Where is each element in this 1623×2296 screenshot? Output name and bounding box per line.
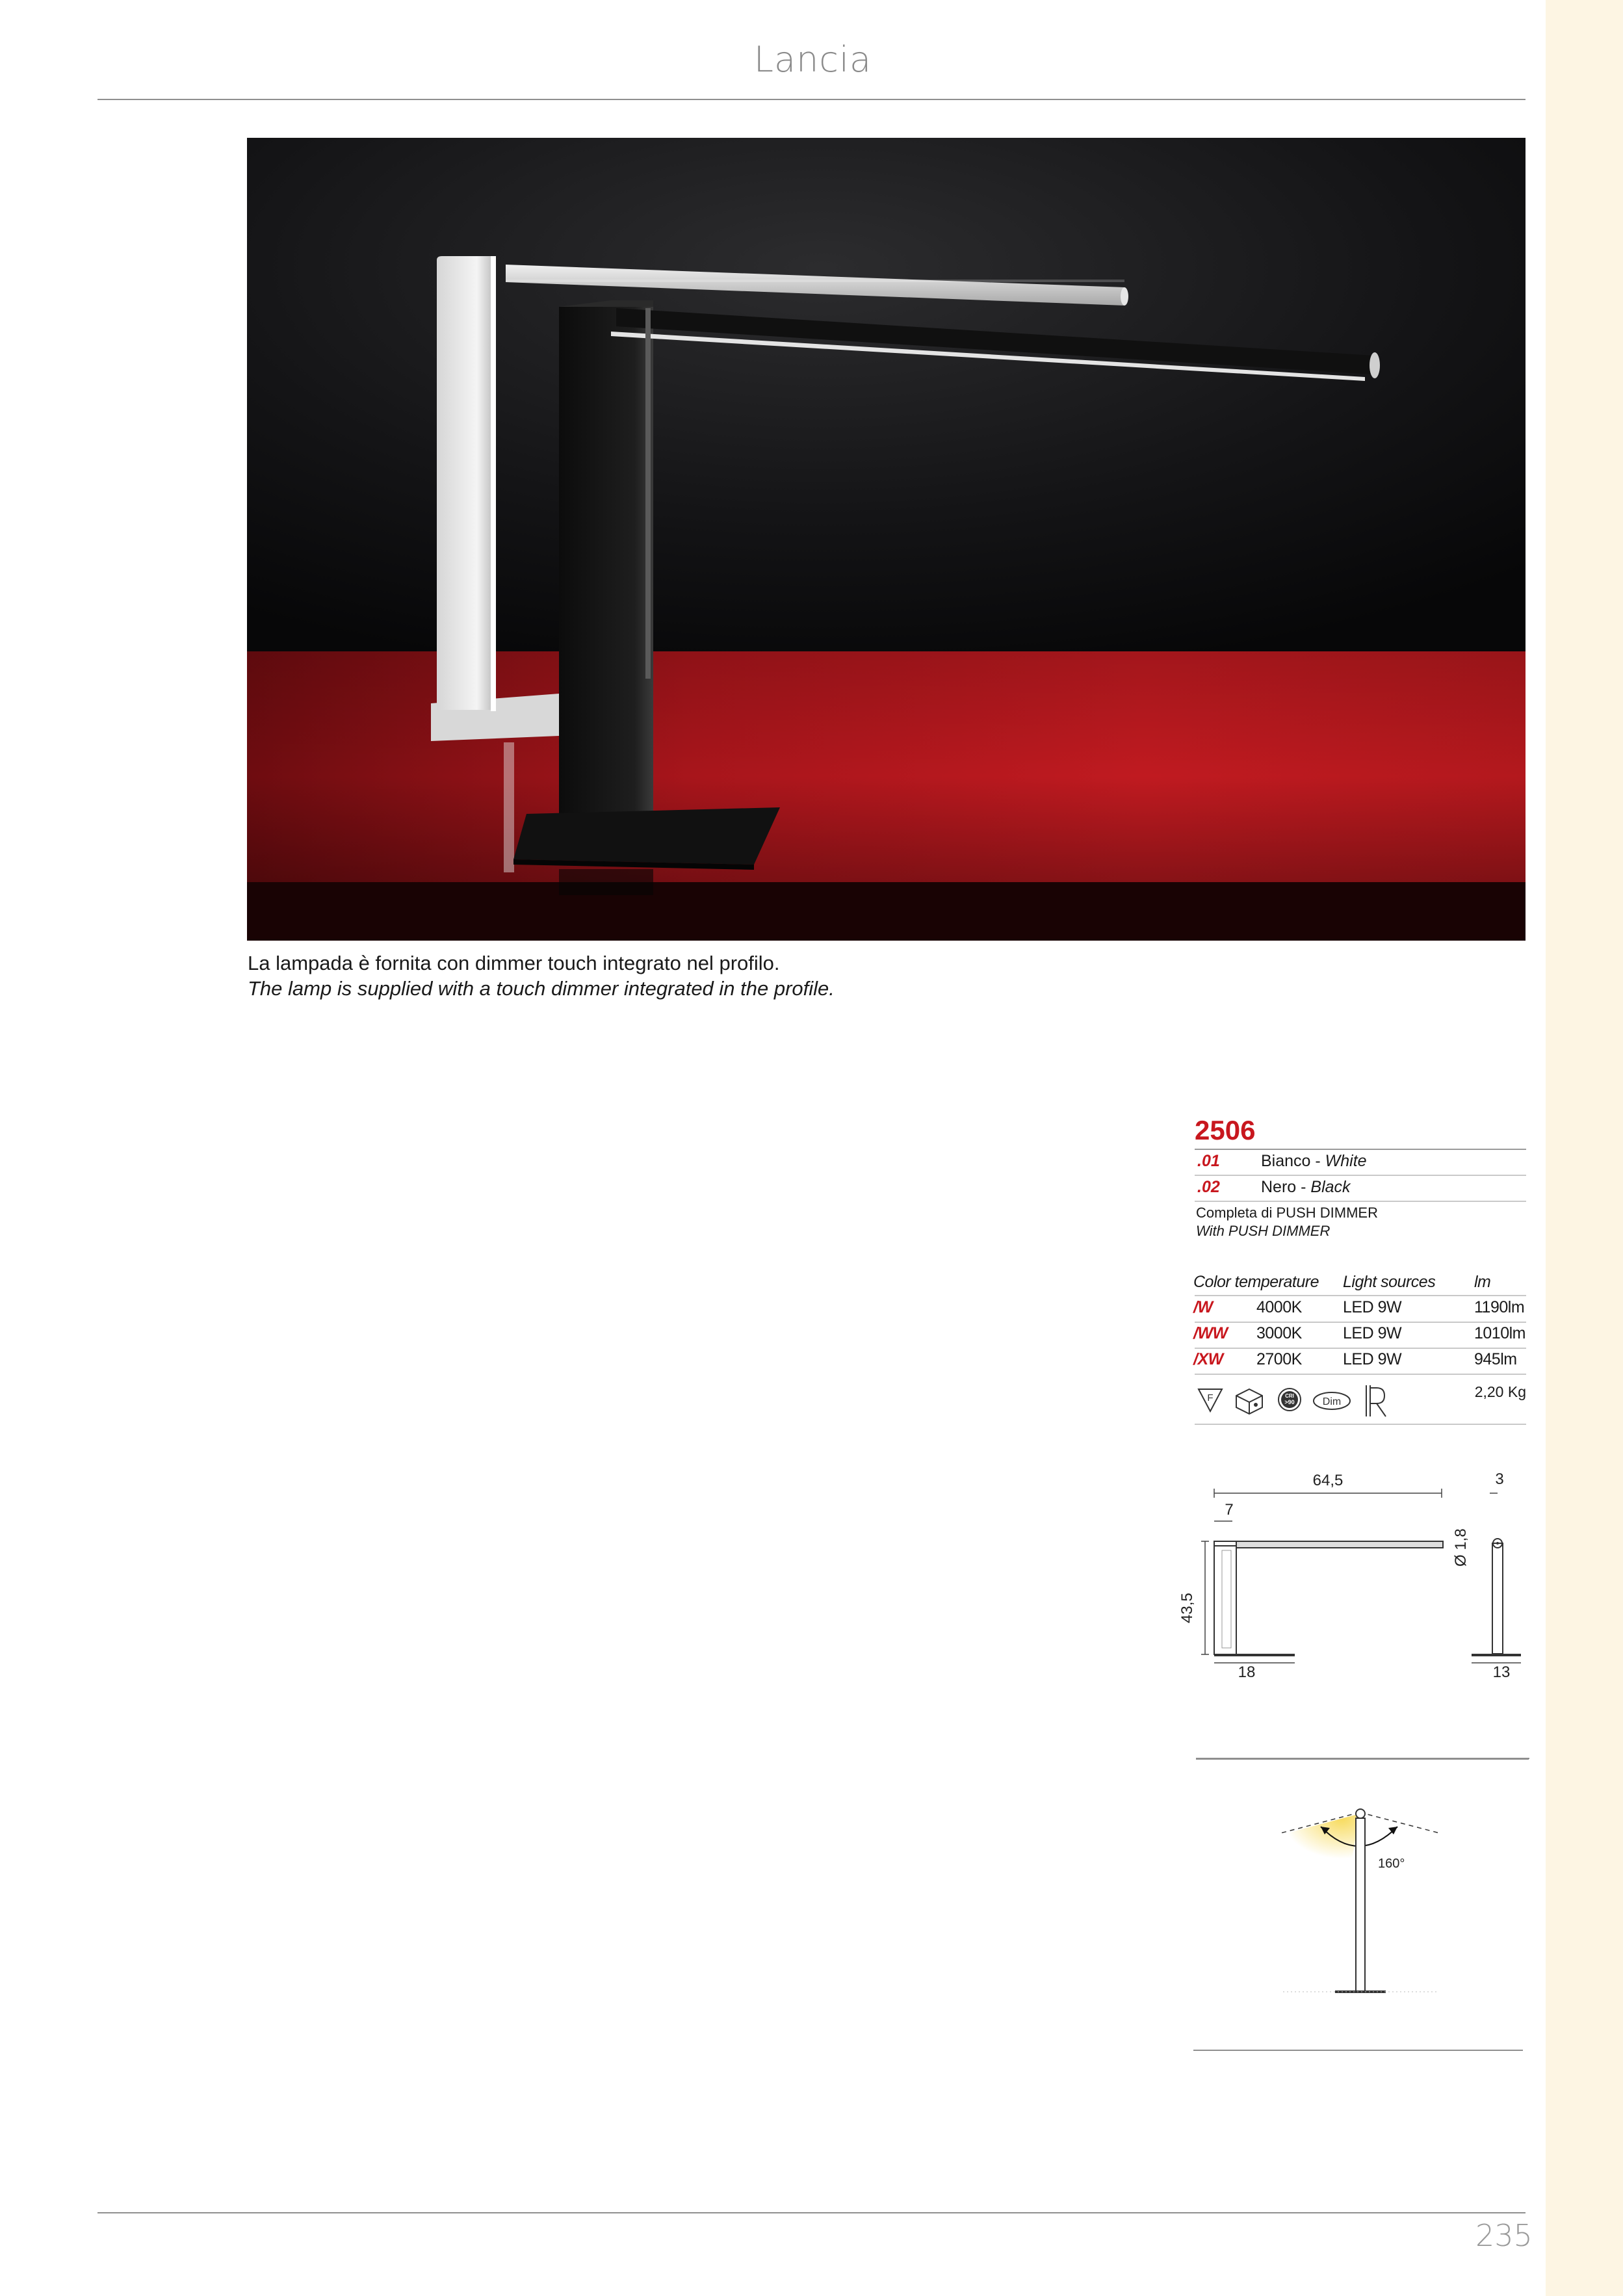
spec-rule <box>1195 1175 1526 1176</box>
beam-angle-drawing <box>1274 1794 1443 2002</box>
certification-icons <box>1195 1383 1409 1422</box>
column-header-source: Light sources <box>1343 1273 1436 1291</box>
table-cell-temp: 2700K <box>1256 1350 1302 1368</box>
variant-name-en: White <box>1325 1152 1367 1170</box>
dimension-base-length: 18 <box>1238 1663 1256 1681</box>
drawing-rule <box>1196 1758 1529 1760</box>
side-band <box>1546 0 1623 2296</box>
table-cell-temp: 4000K <box>1256 1298 1302 1316</box>
spec-rule <box>1195 1424 1526 1425</box>
installation-box-icon <box>1236 1389 1262 1414</box>
footer-rule <box>97 2212 1526 2213</box>
table-cell-temp: 3000K <box>1256 1324 1302 1342</box>
beam-rule <box>1193 2050 1523 2051</box>
table-cell-code: /W <box>1193 1298 1213 1316</box>
dimmer-note <box>1196 1204 1378 1240</box>
dimension-drawing <box>1178 1456 1533 1742</box>
table-cell-source: LED 9W <box>1343 1350 1402 1368</box>
table-cell-code: /XW <box>1193 1350 1223 1368</box>
variant-name-it: Nero - <box>1261 1178 1311 1196</box>
dimmable-icon <box>1314 1392 1350 1409</box>
column-header-lm: lm <box>1474 1273 1491 1291</box>
variant-name <box>1261 1152 1367 1171</box>
cri-icon <box>1279 1389 1301 1411</box>
table-rule <box>1195 1295 1526 1296</box>
svg-text:F: F <box>1207 1392 1214 1403</box>
dimension-base-width: 13 <box>1492 1663 1511 1681</box>
page-title: Lancia <box>753 39 872 80</box>
column-header-temperature: Color temperature <box>1193 1273 1319 1291</box>
product-photo <box>247 138 1526 941</box>
table-cell-lm: 945lm <box>1474 1350 1517 1368</box>
weight: 2,20 Kg <box>1474 1383 1526 1400</box>
spec-rule <box>1195 1149 1526 1150</box>
caption-english: The lamp is supplied with a touch dimmer integrated in the profile. <box>248 977 835 1000</box>
f-mark-icon <box>1199 1389 1222 1411</box>
dimension-height: 43,5 <box>1178 1593 1196 1623</box>
product-code: 2506 <box>1195 1115 1256 1145</box>
svg-text:Dim: Dim <box>1322 1396 1342 1407</box>
header-rule <box>97 99 1526 100</box>
caption <box>248 950 835 1001</box>
variant-code: .02 <box>1197 1178 1220 1196</box>
dimmer-note-it: Completa di PUSH DIMMER <box>1196 1205 1378 1221</box>
table-cell-source: LED 9W <box>1343 1298 1402 1316</box>
variant-code: .01 <box>1197 1152 1220 1170</box>
table-rule <box>1195 1374 1526 1375</box>
table-cell-lm: 1190lm <box>1474 1298 1525 1316</box>
table-cell-lm: 1010lm <box>1474 1324 1526 1342</box>
dimension-depth: 3 <box>1495 1470 1504 1488</box>
svg-text:>90: >90 <box>1284 1399 1295 1405</box>
r-mark-icon <box>1366 1385 1386 1416</box>
spec-rule <box>1195 1201 1526 1202</box>
beam-angle-label: 160° <box>1378 1857 1405 1871</box>
table-cell-source: LED 9W <box>1343 1324 1402 1342</box>
dimension-length: 64,5 <box>1312 1472 1344 1489</box>
page-number: 235 <box>1475 2218 1533 2253</box>
table-rule <box>1195 1348 1526 1349</box>
dimension-arm-offset: 7 <box>1225 1501 1234 1519</box>
caption-italian: La lampada è fornita con dimmer touch integrato nel profilo. <box>248 952 780 974</box>
variant-name-it: Bianco - <box>1261 1152 1325 1170</box>
table-rule <box>1195 1322 1526 1323</box>
svg-text:CRI: CRI <box>1285 1393 1294 1399</box>
dimension-diameter: Ø 1,8 <box>1452 1528 1470 1567</box>
variant-name <box>1261 1178 1351 1197</box>
variant-name-en: Black <box>1310 1178 1351 1196</box>
dimmer-note-en: With PUSH DIMMER <box>1196 1223 1331 1239</box>
table-cell-code: /WW <box>1193 1324 1228 1342</box>
